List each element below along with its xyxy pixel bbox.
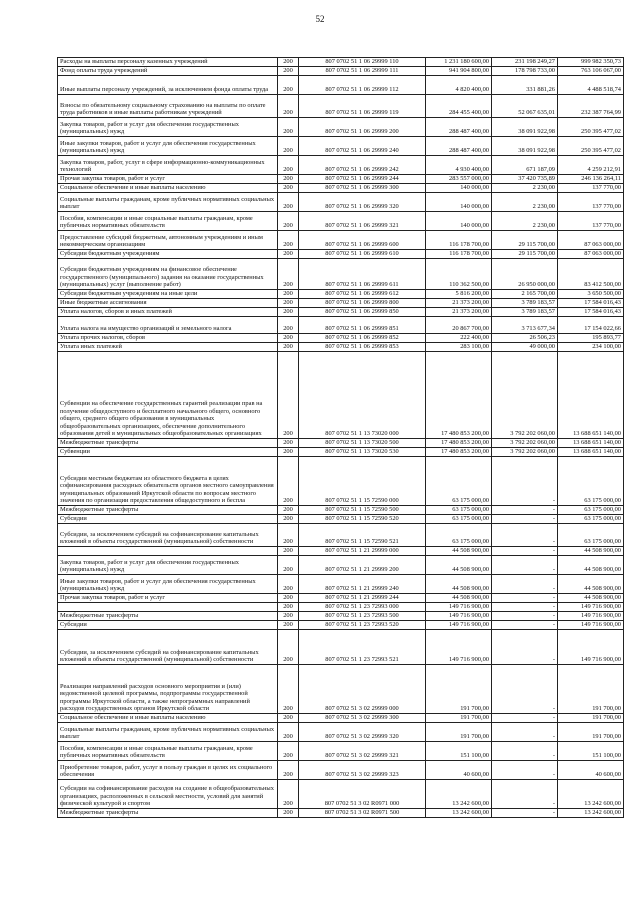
- row-line-code: 200: [278, 594, 299, 603]
- row-name: Иные закупки товаров, работ и услуг для обеспечения государственных (муниципальных) нужд: [58, 137, 278, 156]
- row-line-code: 200: [278, 259, 299, 290]
- row-line-code: 200: [278, 137, 299, 156]
- row-approved-amount: 140 000,00: [426, 193, 492, 212]
- table-row: [58, 317, 624, 334]
- row-budget-code: 807 0702 51 1 06 29999 240: [299, 137, 426, 156]
- row-executed-amount: 3 789 183,57: [492, 299, 558, 308]
- row-line-code: 200: [278, 334, 299, 343]
- row-name: Взносы по обязательному социальному страхованию на выплаты по оплате труда работников и иные выплаты работникам учреждений: [58, 95, 278, 118]
- row-unexecuted-amount: 137 770,00: [558, 184, 624, 193]
- row-unexecuted-amount: 137 770,00: [558, 212, 624, 231]
- row-name: Субсидии бюджетным учреждениям на иные цели: [58, 290, 278, 299]
- row-name: Иные выплаты персоналу учреждений, за исключением фонда оплаты труда: [58, 76, 278, 95]
- row-approved-amount: 13 242 600,00: [426, 809, 492, 818]
- row-approved-amount: 191 700,00: [426, 665, 492, 714]
- row-budget-code: 807 0702 51 1 06 29999 850: [299, 308, 426, 317]
- table-row: [58, 524, 624, 547]
- row-budget-code: 807 0702 51 1 06 29999 853: [299, 343, 426, 352]
- row-unexecuted-amount: 44 508 900,00: [558, 556, 624, 575]
- row-approved-amount: 44 508 900,00: [426, 556, 492, 575]
- row-unexecuted-amount: 83 412 500,00: [558, 259, 624, 290]
- row-name: Межбюджетные трансферты: [58, 439, 278, 448]
- row-budget-code: 807 0702 51 1 15 72590 000: [299, 457, 426, 506]
- row-name: Субсидии на софинансирование расходов на создание в общеобразовательных организациях, расположенных в сельской местности, условий для занятий физической культурой и спортом: [58, 780, 278, 809]
- table-row: [58, 448, 624, 457]
- row-unexecuted-amount: 13 688 651 140,00: [558, 439, 624, 448]
- row-name: Иные закупки товаров, работ и услуг для обеспечения государственных (муниципальных) нужд: [58, 575, 278, 594]
- row-line-code: 200: [278, 184, 299, 193]
- table-row: [58, 556, 624, 575]
- row-line-code: 200: [278, 352, 299, 439]
- table-row: [58, 193, 624, 212]
- row-approved-amount: 140 000,00: [426, 212, 492, 231]
- row-line-code: 200: [278, 175, 299, 184]
- row-approved-amount: 40 600,00: [426, 761, 492, 780]
- row-line-code: 200: [278, 95, 299, 118]
- row-executed-amount: 2 165 700,00: [492, 290, 558, 299]
- table-row: [58, 259, 624, 290]
- budget-table-body: [58, 58, 624, 818]
- row-unexecuted-amount: 44 508 900,00: [558, 575, 624, 594]
- row-name: Фонд оплаты труда учреждений: [58, 67, 278, 76]
- row-budget-code: 807 0702 51 1 13 73020 530: [299, 448, 426, 457]
- row-unexecuted-amount: 17 584 016,43: [558, 299, 624, 308]
- row-name: Субсидии бюджетным учреждениям: [58, 250, 278, 259]
- row-line-code: 200: [278, 76, 299, 95]
- row-executed-amount: 2 230,00: [492, 184, 558, 193]
- row-budget-code: 807 0702 51 1 06 29999 112: [299, 76, 426, 95]
- row-line-code: 200: [278, 723, 299, 742]
- row-approved-amount: 20 867 700,00: [426, 317, 492, 334]
- row-approved-amount: 140 000,00: [426, 184, 492, 193]
- table-row: [58, 76, 624, 95]
- row-name: Уплата прочих налогов, сборов: [58, 334, 278, 343]
- row-name: Расходы на выплаты персоналу казенных учреждений: [58, 58, 278, 67]
- row-line-code: 200: [278, 524, 299, 547]
- row-approved-amount: 288 487 400,00: [426, 137, 492, 156]
- row-approved-amount: 17 480 853 200,00: [426, 439, 492, 448]
- row-executed-amount: -: [492, 665, 558, 714]
- row-executed-amount: -: [492, 594, 558, 603]
- row-unexecuted-amount: 3 650 500,00: [558, 290, 624, 299]
- row-line-code: 200: [278, 575, 299, 594]
- row-approved-amount: 4 820 400,00: [426, 76, 492, 95]
- table-row: [58, 594, 624, 603]
- row-approved-amount: 17 480 853 200,00: [426, 448, 492, 457]
- row-line-code: 200: [278, 343, 299, 352]
- row-budget-code: 807 0702 51 3 02 29999 321: [299, 742, 426, 761]
- row-unexecuted-amount: 63 175 000,00: [558, 506, 624, 515]
- table-row: [58, 714, 624, 723]
- row-unexecuted-amount: 137 770,00: [558, 193, 624, 212]
- table-row: [58, 547, 624, 556]
- row-executed-amount: 52 067 635,01: [492, 95, 558, 118]
- row-unexecuted-amount: 999 982 350,73: [558, 58, 624, 67]
- row-unexecuted-amount: 87 063 000,00: [558, 231, 624, 250]
- row-executed-amount: 231 198 249,27: [492, 58, 558, 67]
- table-row: [58, 137, 624, 156]
- row-approved-amount: 4 930 400,00: [426, 156, 492, 175]
- row-budget-code: 807 0702 51 1 06 29999 800: [299, 299, 426, 308]
- table-row: [58, 67, 624, 76]
- row-name: Социальные выплаты гражданам, кроме публичных нормативных социальных выплат: [58, 193, 278, 212]
- row-name: Субсидии, за исключением субсидий на софинансирование капитальных вложений в объекты государственной (муниципальной) собственности: [58, 524, 278, 547]
- row-budget-code: 807 0702 51 1 06 29999 320: [299, 193, 426, 212]
- row-name: [58, 603, 278, 612]
- row-name: Межбюджетные трансферты: [58, 506, 278, 515]
- row-unexecuted-amount: 149 716 900,00: [558, 612, 624, 621]
- row-budget-code: 807 0702 51 1 06 29999 111: [299, 67, 426, 76]
- row-executed-amount: -: [492, 603, 558, 612]
- row-budget-code: 807 0702 51 1 15 72590 500: [299, 506, 426, 515]
- row-name: Пособия, компенсации и иные социальные выплаты гражданам, кроме публичных нормативных обязательств: [58, 212, 278, 231]
- row-line-code: 200: [278, 457, 299, 506]
- row-executed-amount: 178 798 733,00: [492, 67, 558, 76]
- row-line-code: 200: [278, 299, 299, 308]
- row-line-code: 200: [278, 250, 299, 259]
- row-executed-amount: -: [492, 630, 558, 665]
- table-row: [58, 95, 624, 118]
- table-row: [58, 506, 624, 515]
- row-name: Предоставление субсидий бюджетным, автономным учреждениям и иным некоммерческим организациям: [58, 231, 278, 250]
- row-unexecuted-amount: 4 488 518,74: [558, 76, 624, 95]
- row-unexecuted-amount: 13 688 651 140,00: [558, 352, 624, 439]
- table-row: [58, 809, 624, 818]
- row-line-code: 200: [278, 506, 299, 515]
- row-approved-amount: 63 175 000,00: [426, 515, 492, 524]
- row-budget-code: 807 0702 51 1 15 72590 521: [299, 524, 426, 547]
- table-row: [58, 515, 624, 524]
- row-unexecuted-amount: 232 387 764,99: [558, 95, 624, 118]
- row-executed-amount: 3 792 202 060,00: [492, 439, 558, 448]
- row-line-code: 200: [278, 439, 299, 448]
- row-unexecuted-amount: 149 716 900,00: [558, 630, 624, 665]
- row-approved-amount: 283 100,00: [426, 343, 492, 352]
- row-budget-code: 807 0702 51 3 02 R0971 500: [299, 809, 426, 818]
- row-executed-amount: 37 420 735,89: [492, 175, 558, 184]
- row-name: Межбюджетные трансферты: [58, 809, 278, 818]
- row-approved-amount: 44 508 900,00: [426, 547, 492, 556]
- row-budget-code: 807 0702 51 1 06 29999 110: [299, 58, 426, 67]
- row-name: Социальные выплаты гражданам, кроме публичных нормативных социальных выплат: [58, 723, 278, 742]
- row-unexecuted-amount: 763 106 067,00: [558, 67, 624, 76]
- row-budget-code: 807 0702 51 1 06 29999 300: [299, 184, 426, 193]
- row-executed-amount: -: [492, 723, 558, 742]
- table-row: [58, 175, 624, 184]
- row-budget-code: 807 0702 51 1 21 29999 240: [299, 575, 426, 594]
- row-executed-amount: 26 506,23: [492, 334, 558, 343]
- row-unexecuted-amount: 4 259 212,91: [558, 156, 624, 175]
- table-row: [58, 343, 624, 352]
- row-budget-code: 807 0702 51 1 06 29999 200: [299, 118, 426, 137]
- row-unexecuted-amount: 191 700,00: [558, 723, 624, 742]
- row-budget-code: 807 0702 51 1 21 29999 244: [299, 594, 426, 603]
- row-line-code: 200: [278, 612, 299, 621]
- row-executed-amount: -: [492, 506, 558, 515]
- row-name: Прочая закупка товаров, работ и услуг: [58, 175, 278, 184]
- row-name: Субсидии: [58, 515, 278, 524]
- row-unexecuted-amount: 246 136 264,11: [558, 175, 624, 184]
- row-executed-amount: 331 881,26: [492, 76, 558, 95]
- table-row: [58, 299, 624, 308]
- row-line-code: 200: [278, 212, 299, 231]
- row-approved-amount: 149 716 900,00: [426, 630, 492, 665]
- row-executed-amount: -: [492, 612, 558, 621]
- row-line-code: 200: [278, 317, 299, 334]
- row-budget-code: 807 0702 51 1 06 29999 612: [299, 290, 426, 299]
- row-budget-code: 807 0702 51 1 06 29999 611: [299, 259, 426, 290]
- table-row: [58, 212, 624, 231]
- row-line-code: 200: [278, 308, 299, 317]
- row-name: Уплата налогов, сборов и иных платежей: [58, 308, 278, 317]
- row-executed-amount: 671 187,09: [492, 156, 558, 175]
- row-executed-amount: 3 792 202 060,00: [492, 448, 558, 457]
- row-budget-code: 807 0702 51 1 06 29999 600: [299, 231, 426, 250]
- row-unexecuted-amount: 44 508 900,00: [558, 547, 624, 556]
- row-approved-amount: 17 480 853 200,00: [426, 352, 492, 439]
- row-budget-code: 807 0702 51 1 06 29999 119: [299, 95, 426, 118]
- row-unexecuted-amount: 17 154 022,66: [558, 317, 624, 334]
- row-budget-code: 807 0702 51 1 23 72993 000: [299, 603, 426, 612]
- row-name: Иные бюджетные ассигнования: [58, 299, 278, 308]
- row-approved-amount: 21 373 200,00: [426, 299, 492, 308]
- row-budget-code: 807 0702 51 1 06 29999 610: [299, 250, 426, 259]
- row-approved-amount: 44 508 900,00: [426, 594, 492, 603]
- table-row: [58, 612, 624, 621]
- table-row: [58, 603, 624, 612]
- row-executed-amount: -: [492, 547, 558, 556]
- row-budget-code: 807 0702 51 1 23 72993 520: [299, 621, 426, 630]
- table-row: [58, 290, 624, 299]
- row-executed-amount: 38 091 922,98: [492, 137, 558, 156]
- row-executed-amount: -: [492, 809, 558, 818]
- row-approved-amount: 63 175 000,00: [426, 457, 492, 506]
- row-executed-amount: 49 000,00: [492, 343, 558, 352]
- row-executed-amount: 38 091 922,98: [492, 118, 558, 137]
- row-approved-amount: 63 175 000,00: [426, 524, 492, 547]
- row-unexecuted-amount: 250 395 477,02: [558, 118, 624, 137]
- row-line-code: 200: [278, 603, 299, 612]
- row-line-code: 200: [278, 742, 299, 761]
- row-executed-amount: 29 115 700,00: [492, 231, 558, 250]
- row-name: Субвенции на обеспечение государственных гарантий реализации прав на получение общедоступного и бесплатного начального общего, основного общего, среднего общего образования в муниципальных общеобразовательных организациях, обеспечение дополнительного образования детей в муниципальных общеобразовательных организациях: [58, 352, 278, 439]
- row-executed-amount: 3 713 677,34: [492, 317, 558, 334]
- table-row: [58, 334, 624, 343]
- row-line-code: 200: [278, 58, 299, 67]
- row-unexecuted-amount: 151 100,00: [558, 742, 624, 761]
- row-name: Межбюджетные трансферты: [58, 612, 278, 621]
- row-line-code: 200: [278, 547, 299, 556]
- row-budget-code: 807 0702 51 1 06 29999 242: [299, 156, 426, 175]
- table-row: [58, 118, 624, 137]
- row-budget-code: 807 0702 51 1 06 29999 321: [299, 212, 426, 231]
- row-line-code: 200: [278, 761, 299, 780]
- row-line-code: 200: [278, 714, 299, 723]
- row-unexecuted-amount: 17 584 016,43: [558, 308, 624, 317]
- row-name: Закупка товаров, работ и услуг для обеспечения государственных (муниципальных) нужд: [58, 118, 278, 137]
- row-approved-amount: 1 231 180 600,00: [426, 58, 492, 67]
- row-unexecuted-amount: 13 688 651 140,00: [558, 448, 624, 457]
- row-approved-amount: 151 100,00: [426, 742, 492, 761]
- row-unexecuted-amount: 149 716 900,00: [558, 621, 624, 630]
- row-approved-amount: 63 175 000,00: [426, 506, 492, 515]
- row-unexecuted-amount: 87 063 000,00: [558, 250, 624, 259]
- row-executed-amount: -: [492, 575, 558, 594]
- row-executed-amount: -: [492, 714, 558, 723]
- row-line-code: 200: [278, 809, 299, 818]
- row-name: Прочая закупка товаров, работ и услуг: [58, 594, 278, 603]
- row-executed-amount: -: [492, 761, 558, 780]
- row-name: Субсидии, за исключением субсидий на софинансирование капитальных вложений в объекты государственной (муниципальной) собственности: [58, 630, 278, 665]
- row-line-code: 200: [278, 621, 299, 630]
- row-name: Субсидии местным бюджетам из областного бюджета в целях софинансирования расходных обязательств органов местного самоуправления муниципальных образований Иркутской области по вопросам местного значения по организации предоставления общедоступного и беспла: [58, 457, 278, 506]
- row-budget-code: 807 0702 51 1 13 73020 500: [299, 439, 426, 448]
- row-name: Уплата налога на имущество организаций и земельного налога: [58, 317, 278, 334]
- row-executed-amount: 2 230,00: [492, 193, 558, 212]
- row-executed-amount: 2 230,00: [492, 212, 558, 231]
- row-budget-code: 807 0702 51 1 06 29999 852: [299, 334, 426, 343]
- row-line-code: 200: [278, 665, 299, 714]
- row-name: Социальное обеспечение и иные выплаты населению: [58, 714, 278, 723]
- row-name: Закупка товаров, работ, услуг в сфере информационно-коммуникационных технологий: [58, 156, 278, 175]
- row-approved-amount: 283 557 000,00: [426, 175, 492, 184]
- row-executed-amount: 29 115 700,00: [492, 250, 558, 259]
- row-name: Пособия, компенсации и иные социальные выплаты гражданам, кроме публичных нормативных обязательств: [58, 742, 278, 761]
- row-approved-amount: 116 178 700,00: [426, 231, 492, 250]
- row-approved-amount: 5 816 200,00: [426, 290, 492, 299]
- row-approved-amount: 21 373 200,00: [426, 308, 492, 317]
- table-row: [58, 439, 624, 448]
- row-executed-amount: -: [492, 515, 558, 524]
- row-name: Уплата иных платежей: [58, 343, 278, 352]
- row-executed-amount: 26 950 000,00: [492, 259, 558, 290]
- row-name: Социальное обеспечение и иные выплаты населению: [58, 184, 278, 193]
- row-name: Приобретение товаров, работ, услуг в пользу граждан в целях их социального обеспечения: [58, 761, 278, 780]
- row-line-code: 200: [278, 515, 299, 524]
- budget-table: [57, 57, 624, 818]
- row-budget-code: 807 0702 51 3 02 R0971 000: [299, 780, 426, 809]
- row-unexecuted-amount: 250 395 477,02: [558, 137, 624, 156]
- row-approved-amount: 288 487 400,00: [426, 118, 492, 137]
- row-name: Реализация направлений расходов основного мероприятия и (или) ведомственной целевой программы, подпрограммы государственной программы Иркутской области, а также непрограммных направлений расходов государственных органов Иркутской области: [58, 665, 278, 714]
- row-unexecuted-amount: 63 175 000,00: [558, 524, 624, 547]
- row-unexecuted-amount: 13 242 600,00: [558, 780, 624, 809]
- table-row: [58, 156, 624, 175]
- row-approved-amount: 13 242 600,00: [426, 780, 492, 809]
- row-unexecuted-amount: 44 508 900,00: [558, 594, 624, 603]
- row-unexecuted-amount: 63 175 000,00: [558, 457, 624, 506]
- row-approved-amount: 941 904 800,00: [426, 67, 492, 76]
- row-line-code: 200: [278, 193, 299, 212]
- row-name: Субвенции: [58, 448, 278, 457]
- row-unexecuted-amount: 13 242 600,00: [558, 809, 624, 818]
- row-executed-amount: -: [492, 457, 558, 506]
- row-line-code: 200: [278, 290, 299, 299]
- row-budget-code: 807 0702 51 1 06 29999 851: [299, 317, 426, 334]
- row-line-code: 200: [278, 156, 299, 175]
- row-budget-code: 807 0702 51 3 02 29999 320: [299, 723, 426, 742]
- table-row: [58, 184, 624, 193]
- row-approved-amount: 110 362 500,00: [426, 259, 492, 290]
- row-line-code: 200: [278, 780, 299, 809]
- table-row: [58, 630, 624, 665]
- row-budget-code: 807 0702 51 1 13 73020 000: [299, 352, 426, 439]
- table-row: [58, 742, 624, 761]
- row-approved-amount: 149 716 900,00: [426, 621, 492, 630]
- row-budget-code: 807 0702 51 1 21 29999 200: [299, 556, 426, 575]
- row-executed-amount: -: [492, 524, 558, 547]
- row-line-code: 200: [278, 67, 299, 76]
- row-budget-code: 807 0702 51 3 02 29999 000: [299, 665, 426, 714]
- row-approved-amount: 116 178 700,00: [426, 250, 492, 259]
- row-executed-amount: -: [492, 621, 558, 630]
- table-row: [58, 58, 624, 67]
- row-line-code: 200: [278, 630, 299, 665]
- row-unexecuted-amount: 191 700,00: [558, 665, 624, 714]
- table-row: [58, 231, 624, 250]
- row-budget-code: 807 0702 51 1 15 72590 520: [299, 515, 426, 524]
- row-name: Субсидии бюджетным учреждениям на финансовое обеспечение государственного (муниципального) задания на оказание государственных (муниципальных) услуг (выполнение работ): [58, 259, 278, 290]
- table-row: [58, 761, 624, 780]
- row-budget-code: 807 0702 51 1 23 72993 500: [299, 612, 426, 621]
- row-approved-amount: 191 700,00: [426, 714, 492, 723]
- table-row: [58, 723, 624, 742]
- row-budget-code: 807 0702 51 3 02 29999 323: [299, 761, 426, 780]
- row-approved-amount: 149 716 900,00: [426, 612, 492, 621]
- table-row: [58, 457, 624, 506]
- row-unexecuted-amount: 40 600,00: [558, 761, 624, 780]
- row-unexecuted-amount: 63 175 000,00: [558, 515, 624, 524]
- row-line-code: 200: [278, 556, 299, 575]
- row-approved-amount: 44 508 900,00: [426, 575, 492, 594]
- row-budget-code: 807 0702 51 3 02 29999 300: [299, 714, 426, 723]
- row-budget-code: 807 0702 51 1 21 29999 000: [299, 547, 426, 556]
- table-row: [58, 665, 624, 714]
- table-row: [58, 575, 624, 594]
- row-unexecuted-amount: 191 700,00: [558, 714, 624, 723]
- table-row: [58, 308, 624, 317]
- row-unexecuted-amount: 195 893,77: [558, 334, 624, 343]
- table-row: [58, 250, 624, 259]
- row-executed-amount: 3 789 183,57: [492, 308, 558, 317]
- row-approved-amount: 149 716 900,00: [426, 603, 492, 612]
- page-number: 52: [315, 14, 325, 24]
- row-name: Субсидии: [58, 621, 278, 630]
- row-unexecuted-amount: 234 100,00: [558, 343, 624, 352]
- row-budget-code: 807 0702 51 1 23 72993 521: [299, 630, 426, 665]
- row-executed-amount: -: [492, 742, 558, 761]
- row-line-code: 200: [278, 118, 299, 137]
- row-executed-amount: -: [492, 780, 558, 809]
- row-approved-amount: 284 455 400,00: [426, 95, 492, 118]
- row-unexecuted-amount: 149 716 900,00: [558, 603, 624, 612]
- row-approved-amount: 222 400,00: [426, 334, 492, 343]
- row-line-code: 200: [278, 448, 299, 457]
- row-name: [58, 547, 278, 556]
- row-executed-amount: -: [492, 556, 558, 575]
- row-line-code: 200: [278, 231, 299, 250]
- row-budget-code: 807 0702 51 1 06 29999 244: [299, 175, 426, 184]
- row-name: Закупка товаров, работ и услуг для обеспечения государственных (муниципальных) нужд: [58, 556, 278, 575]
- table-row: [58, 780, 624, 809]
- row-executed-amount: 3 792 202 060,00: [492, 352, 558, 439]
- table-row: [58, 621, 624, 630]
- table-row: [58, 352, 624, 439]
- row-approved-amount: 191 700,00: [426, 723, 492, 742]
